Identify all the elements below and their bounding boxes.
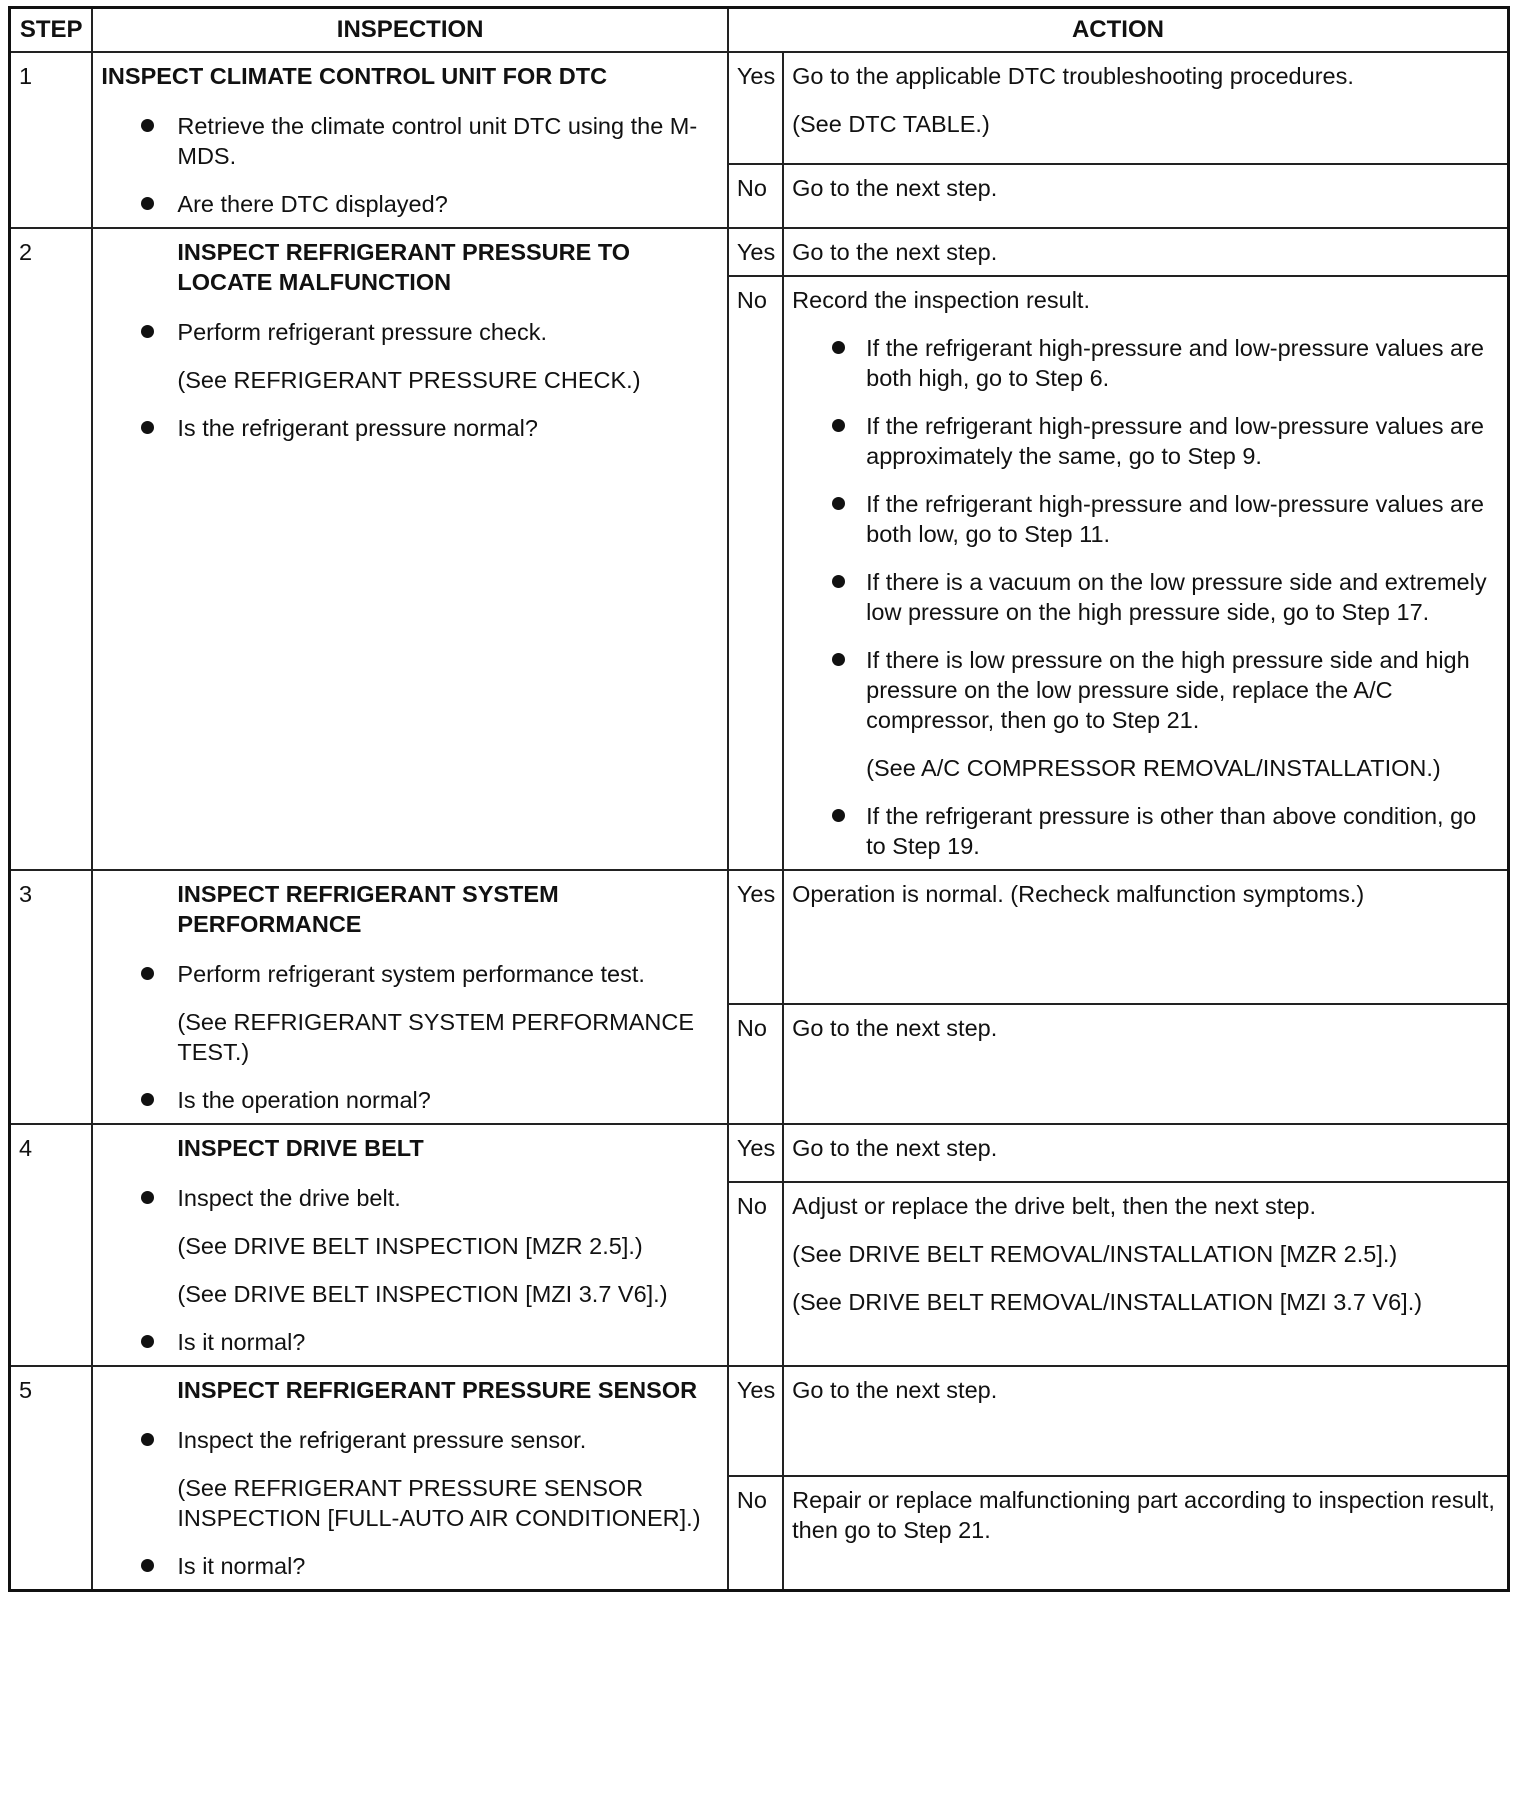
yes-action: Go to the next step. xyxy=(783,1366,1508,1476)
no-label: No xyxy=(728,1004,783,1124)
step-number: 1 xyxy=(10,52,93,228)
diagnostic-procedure-table xyxy=(8,6,1510,1592)
step-5-inspection xyxy=(92,1366,728,1591)
bullet-icon xyxy=(832,809,845,822)
bullet-icon xyxy=(141,967,154,980)
bullet-item: If the refrigerant pressure is other than above condition, go to Step 19. xyxy=(792,801,1499,861)
yes-label: Yes xyxy=(728,870,783,1004)
bullet-item: Is it normal? xyxy=(101,1327,719,1357)
no-label: No xyxy=(728,1182,783,1366)
step-title: INSPECT REFRIGERANT SYSTEM PERFORMANCE xyxy=(177,881,559,937)
yes-action: Go to the applicable DTC troubleshooting procedures. (See DTC TABLE.) xyxy=(783,52,1508,164)
bullet-icon xyxy=(141,325,154,338)
step-3-inspection xyxy=(92,870,728,1124)
bullet-item: Is the operation normal? xyxy=(101,1085,719,1115)
step-title: INSPECT CLIMATE CONTROL UNIT FOR DTC xyxy=(101,63,608,89)
no-label: No xyxy=(728,276,783,870)
bullet-icon xyxy=(141,1335,154,1348)
step-number: 4 xyxy=(10,1124,93,1366)
step-title: INSPECT DRIVE BELT xyxy=(177,1135,424,1161)
bullet-icon xyxy=(141,1093,154,1106)
bullet-icon xyxy=(141,1433,154,1446)
bullet-icon xyxy=(832,575,845,588)
bullet-icon xyxy=(832,497,845,510)
header-action: ACTION xyxy=(728,8,1509,53)
step-1-yes-row xyxy=(10,52,1509,164)
step-2-inspection xyxy=(92,228,728,870)
bullet-item: If the refrigerant high-pressure and low-pressure values are both high, go to Step 6. xyxy=(792,333,1499,393)
yes-action: Operation is normal. (Recheck malfunction symptoms.) xyxy=(783,870,1508,1004)
no-action: Adjust or replace the drive belt, then the next step. (See DRIVE BELT REMOVAL/INSTALLATION [MZR 2.5].) (See DRIVE BELT REMOVAL/INSTALLATION [MZI 3.7 V6].) xyxy=(783,1182,1508,1366)
bullet-icon xyxy=(832,653,845,666)
no-action: Repair or replace malfunctioning part according to inspection result, then go to Step 21. xyxy=(783,1476,1508,1591)
bullet-item: Is it normal? xyxy=(101,1551,719,1581)
reference-note: (See DRIVE BELT INSPECTION [MZR 2.5].) xyxy=(177,1233,643,1259)
step-3-yes-row xyxy=(10,870,1509,1004)
no-action: Record the inspection result. If the refrigerant high-pressure and low-pressure values are both high, go to Step 6. If the refrigerant high-pressure and low-pressure values are approximately the same, go to Step 9. If the refrigerant high-pressure and low-pressure values are both low, go to Step 11. If there is a vacuum on the low pressure side and extremely low pressure on the high pressure side, go to Step 17. If there is low pressure on the high pressure side and high pressure on the low pressure side, replace the A/C compressor, then go to Step 21. (See A/C COMPRESSOR REMOVAL/INSTALLATION.) If the refrigerant pressure is other than above condition, go to Step 19. xyxy=(783,276,1508,870)
step-4-yes-row xyxy=(10,1124,1509,1182)
bullet-item: Are there DTC displayed? xyxy=(101,189,719,219)
bullet-icon xyxy=(832,341,845,354)
bullet-item: If there is low pressure on the high pressure side and high pressure on the low pressure side, replace the A/C compressor, then go to Step 21. xyxy=(792,645,1499,735)
yes-action: Go to the next step. xyxy=(783,1124,1508,1182)
no-action: Go to the next step. xyxy=(783,164,1508,228)
bullet-item: Inspect the drive belt. xyxy=(101,1183,719,1213)
reference-note: (See REFRIGERANT PRESSURE SENSOR INSPECTION [FULL-AUTO AIR CONDITIONER].) xyxy=(177,1475,701,1531)
step-2-yes-row xyxy=(10,228,1509,276)
step-number: 2 xyxy=(10,228,93,870)
bullet-icon xyxy=(141,119,154,132)
yes-label: Yes xyxy=(728,52,783,164)
step-4-inspection xyxy=(92,1124,728,1366)
no-label: No xyxy=(728,1476,783,1591)
yes-label: Yes xyxy=(728,1124,783,1182)
bullet-item: Perform refrigerant pressure check. xyxy=(101,317,719,347)
header-row xyxy=(10,8,1509,53)
step-title: INSPECT REFRIGERANT PRESSURE TO LOCATE MALFUNCTION xyxy=(177,239,631,295)
yes-label: Yes xyxy=(728,228,783,276)
bullet-icon xyxy=(141,197,154,210)
bullet-item: If the refrigerant high-pressure and low-pressure values are both low, go to Step 11. xyxy=(792,489,1499,549)
step-title: INSPECT REFRIGERANT PRESSURE SENSOR xyxy=(177,1377,698,1403)
no-label: No xyxy=(728,164,783,228)
bullet-icon xyxy=(141,1191,154,1204)
step-1-inspection xyxy=(92,52,728,228)
yes-action: Go to the next step. xyxy=(783,228,1508,276)
bullet-item: If the refrigerant high-pressure and low-pressure values are approximately the same, go to Step 9. xyxy=(792,411,1499,471)
bullet-item: Retrieve the climate control unit DTC using the M-MDS. xyxy=(101,111,719,171)
step-number: 5 xyxy=(10,1366,93,1591)
bullet-item: Inspect the refrigerant pressure sensor. xyxy=(101,1425,719,1455)
step-number: 3 xyxy=(10,870,93,1124)
header-step: STEP xyxy=(10,8,93,53)
bullet-item: Is the refrigerant pressure normal? xyxy=(101,413,719,443)
bullet-item: If there is a vacuum on the low pressure side and extremely low pressure on the high pressure side, go to Step 17. xyxy=(792,567,1499,627)
step-5-yes-row xyxy=(10,1366,1509,1476)
no-action: Go to the next step. xyxy=(783,1004,1508,1124)
header-inspection: INSPECTION xyxy=(92,8,728,53)
bullet-item: Perform refrigerant system performance test. xyxy=(101,959,719,989)
bullet-icon xyxy=(832,419,845,432)
reference-note: (See A/C COMPRESSOR REMOVAL/INSTALLATION.) xyxy=(866,755,1441,781)
reference-note: (See REFRIGERANT SYSTEM PERFORMANCE TEST.) xyxy=(177,1009,695,1065)
bullet-icon xyxy=(141,421,154,434)
bullet-icon xyxy=(141,1559,154,1572)
reference-note: (See REFRIGERANT PRESSURE CHECK.) xyxy=(177,367,641,393)
yes-label: Yes xyxy=(728,1366,783,1476)
reference-note: (See DRIVE BELT INSPECTION [MZI 3.7 V6].) xyxy=(177,1281,668,1307)
